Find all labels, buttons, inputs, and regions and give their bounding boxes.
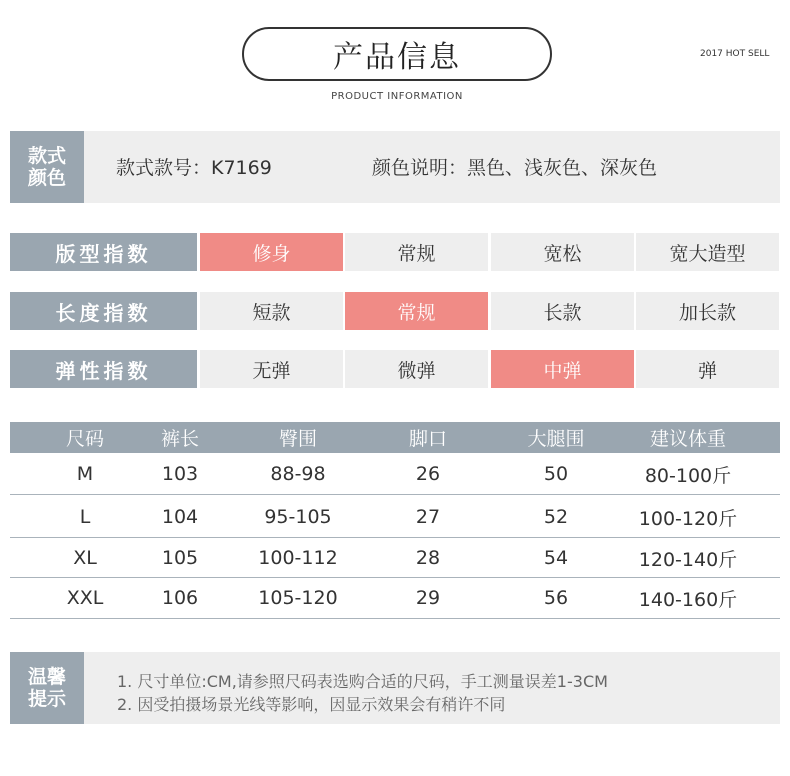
elasticity-index-label: 弹性指数 [10,350,197,388]
table-cell: XL [73,547,97,569]
style-color-label-line1: 款式 [27,145,66,167]
column-header-hip: 臀围 [278,428,317,450]
tip-line-1: 1. 尺寸单位:CM,请参照尺码表选购合适的尺码，手工测量误差1-3CM [117,672,608,691]
table-cell: 120-140斤 [638,548,738,571]
length-option: 加长款 [636,292,779,330]
page-title: 产品信息 [242,27,552,81]
style-color-label [10,131,84,203]
table-cell: 106 [161,587,199,609]
table-cell: 100-112 [258,547,338,569]
elasticity-option: 微弹 [345,350,488,388]
style-number: 款式款号：K7169 [116,157,272,179]
length-option: 短款 [200,292,343,330]
table-cell: 27 [415,506,441,528]
style-color-label-line2: 颜色 [27,167,66,189]
table-cell: 88-98 [270,463,326,485]
table-cell: 56 [543,587,569,609]
fit-option: 宽大造型 [636,233,779,271]
table-cell: 28 [415,547,441,569]
table-cell: 50 [543,463,569,485]
table-cell: 103 [161,463,199,485]
column-header-size: 尺码 [65,428,104,450]
row-divider [10,577,780,578]
tips-label [10,652,84,724]
fit-option: 常规 [345,233,488,271]
length-index-label: 长度指数 [10,292,197,330]
row-divider [10,494,780,495]
table-cell: 54 [543,547,569,569]
length-option: 长款 [491,292,634,330]
column-header-hem: 脚口 [408,428,447,450]
elasticity-option: 中弹 [491,350,634,388]
fit-option: 修身 [200,233,343,271]
table-cell: 29 [415,587,441,609]
column-header-thigh: 大腿围 [527,428,585,450]
tip-line-2: 2. 因受拍摄场景光线等影响，因显示效果会有稍许不同 [117,695,506,714]
tips-label-line2: 提示 [27,688,66,710]
hot-sell-tag: 2017 HOT SELL [700,49,770,59]
column-header-length: 裤长 [160,428,199,450]
length-option: 常规 [345,292,488,330]
color-description: 颜色说明：黑色、浅灰色、深灰色 [372,157,658,179]
table-cell: 105-120 [258,587,338,609]
table-cell: L [79,506,91,528]
fit-index-label: 版型指数 [10,233,197,271]
table-cell: 26 [415,463,441,485]
table-cell: 140-160斤 [638,588,738,611]
table-cell: 105 [161,547,199,569]
table-cell: 100-120斤 [638,507,738,530]
page-subtitle: PRODUCT INFORMATION [331,91,463,102]
elasticity-option: 弹 [636,350,779,388]
row-divider [10,537,780,538]
row-divider [10,618,780,619]
table-cell: 80-100斤 [644,464,732,487]
table-cell: XXL [66,587,104,609]
elasticity-option: 无弹 [200,350,343,388]
table-cell: 104 [161,506,199,528]
table-cell: 52 [543,506,569,528]
fit-option: 宽松 [491,233,634,271]
table-cell: 95-105 [264,506,332,528]
table-cell: M [76,463,94,485]
column-header-weight: 建议体重 [649,428,726,450]
tips-label-line1: 温馨 [27,666,66,688]
